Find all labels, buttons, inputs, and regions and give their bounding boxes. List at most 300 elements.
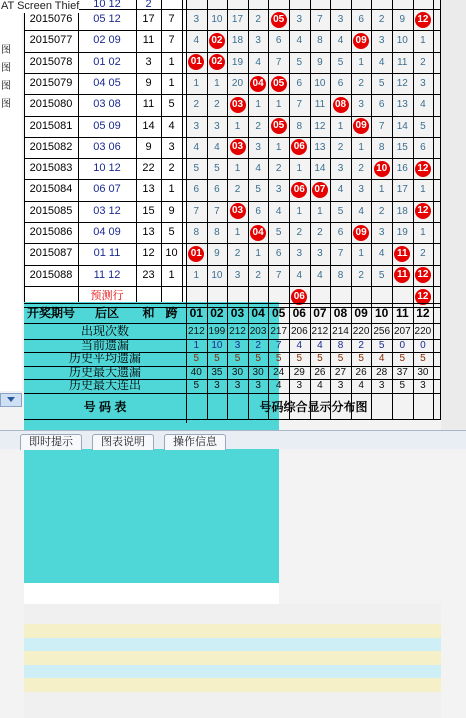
- span-cell: 10: [161, 243, 182, 264]
- miss-count-cell: 14: [392, 116, 413, 137]
- period-cell: 2015083: [24, 158, 78, 179]
- grid-line: [24, 94, 441, 95]
- forecast-row-bg: [24, 583, 279, 604]
- stats-value: 27: [330, 366, 351, 380]
- number-ball: 01: [188, 54, 204, 70]
- grid-line: [24, 323, 441, 324]
- period-cell: 2015076: [24, 9, 78, 30]
- header-cell: 跨: [161, 303, 182, 323]
- miss-count-cell: 6: [268, 243, 289, 264]
- miss-count-cell: 2: [289, 222, 310, 243]
- sum-cell: 17: [136, 9, 161, 30]
- miss-count-cell: 1: [413, 30, 434, 51]
- stats-value: 5: [351, 352, 372, 366]
- miss-count-cell: 11: [392, 52, 413, 73]
- miss-count-cell: 18: [227, 30, 248, 51]
- miss-count-cell: 1: [351, 52, 372, 73]
- grid-line: [24, 30, 441, 31]
- period-cell: 2015088: [24, 265, 78, 286]
- stats-value: 220: [351, 325, 372, 339]
- period-cell: 2015085: [24, 201, 78, 222]
- miss-count-cell: 3: [371, 30, 392, 51]
- grid-line: [182, 0, 183, 302]
- miss-count-cell: 12: [392, 73, 413, 94]
- stats-value: 5: [392, 379, 413, 393]
- miss-count-cell: 5: [371, 265, 392, 286]
- miss-count-cell: 2: [227, 179, 248, 200]
- number-ball: 01: [188, 246, 204, 262]
- number-header: 04: [248, 303, 269, 323]
- stats-value: 5: [289, 352, 310, 366]
- stats-value: 4: [351, 379, 372, 393]
- back-zone-cell: 04 05: [78, 73, 136, 94]
- span-cell: 5: [161, 222, 182, 243]
- miss-count-cell: 1: [207, 73, 228, 94]
- number-header: 05: [268, 303, 289, 323]
- miss-count-cell: 4: [289, 265, 310, 286]
- sum-cell: 13: [136, 222, 161, 243]
- miss-count-cell: 1: [186, 265, 207, 286]
- miss-count-cell: 6: [330, 222, 351, 243]
- miss-count-cell: 9: [207, 243, 228, 264]
- miss-count-cell: 1: [330, 116, 351, 137]
- miss-count-cell: 1: [227, 222, 248, 243]
- miss-count-cell: 9: [310, 52, 331, 73]
- back-zone-cell: 05 09: [78, 116, 136, 137]
- miss-count-cell: 1: [248, 243, 269, 264]
- footer-bg: [24, 692, 441, 718]
- number-ball: 12: [415, 267, 431, 283]
- miss-count-cell: 1: [289, 201, 310, 222]
- number-ball: 07: [312, 182, 328, 198]
- miss-count-cell: 7: [330, 243, 351, 264]
- period-cell: 2015077: [24, 30, 78, 51]
- miss-count-cell: 3: [248, 137, 269, 158]
- miss-count-cell: 16: [392, 158, 413, 179]
- miss-count-cell: 1: [268, 137, 289, 158]
- miss-count-cell: 5: [330, 201, 351, 222]
- miss-count-cell: 1: [186, 73, 207, 94]
- miss-count-cell: 6: [330, 73, 351, 94]
- span-cell: 7: [161, 9, 182, 30]
- miss-count-cell: 4: [186, 30, 207, 51]
- number-ball: 05: [271, 12, 287, 28]
- miss-count-cell: 1: [371, 179, 392, 200]
- footer-right: 号码综合显示分布图: [186, 394, 441, 421]
- number-ball: 04: [250, 76, 266, 92]
- miss-count-cell: 2: [227, 243, 248, 264]
- miss-count-cell: 3: [248, 30, 269, 51]
- sum-cell: 13: [136, 179, 161, 200]
- sum-cell: 3: [136, 52, 161, 73]
- miss-count-cell: 4: [371, 52, 392, 73]
- miss-count-cell: 9: [392, 9, 413, 30]
- miss-count-cell: 7: [268, 265, 289, 286]
- stats-value: 212: [227, 325, 248, 339]
- stats-value: 3: [207, 379, 228, 393]
- back-zone-cell: 04 09: [78, 222, 136, 243]
- number-ball: 09: [353, 225, 369, 241]
- back-zone-cell: 03 12: [78, 201, 136, 222]
- number-ball: 11: [394, 246, 410, 262]
- tab-instant-tips[interactable]: 即时提示: [20, 434, 82, 450]
- grid-line: [24, 419, 441, 420]
- miss-count-cell: 2: [207, 94, 228, 115]
- stats-value: 4: [268, 379, 289, 393]
- miss-count-cell: 4: [351, 201, 372, 222]
- stats-value: 217: [268, 325, 289, 339]
- miss-count-cell: 3: [289, 9, 310, 30]
- grid-line: [24, 265, 441, 266]
- miss-count-cell: 3: [330, 158, 351, 179]
- sum-cell: 11: [136, 30, 161, 51]
- stats-value: 28: [371, 366, 392, 380]
- miss-count-cell: 10: [392, 30, 413, 51]
- miss-count-cell: 1: [351, 243, 372, 264]
- stats-value: 3: [371, 379, 392, 393]
- stats-value: 35: [207, 366, 228, 380]
- back-zone-cell: 02 09: [78, 30, 136, 51]
- miss-count-cell: 5: [268, 222, 289, 243]
- miss-count-cell: 11: [310, 94, 331, 115]
- miss-count-cell: 2: [248, 265, 269, 286]
- miss-count-cell: 4: [289, 30, 310, 51]
- stats-value: 2: [248, 339, 269, 353]
- miss-count-cell: 5: [248, 179, 269, 200]
- span-cell: 4: [161, 116, 182, 137]
- span-cell: 1: [161, 73, 182, 94]
- back-zone-cell: 10 12: [78, 158, 136, 179]
- number-ball: 12: [415, 12, 431, 28]
- span-cell: 9: [161, 201, 182, 222]
- sum-cell: 9: [136, 137, 161, 158]
- miss-count-cell: 3: [371, 222, 392, 243]
- stats-value: 5: [330, 352, 351, 366]
- chart-icon[interactable]: 图: [1, 77, 11, 92]
- grid-line: [136, 0, 137, 302]
- span-cell: 5: [161, 94, 182, 115]
- miss-count-cell: 10: [207, 265, 228, 286]
- footer-left: 号 码 表: [24, 394, 186, 421]
- period-cell: 2015081: [24, 116, 78, 137]
- grid-line: [24, 73, 441, 74]
- miss-count-cell: 4: [413, 94, 434, 115]
- miss-count-cell: 2: [330, 137, 351, 158]
- stats-value: 8: [330, 339, 351, 353]
- miss-count-cell: 5: [330, 52, 351, 73]
- miss-count-cell: 13: [310, 137, 331, 158]
- miss-count-cell: 6: [351, 9, 372, 30]
- left-panel: [0, 13, 22, 391]
- miss-count-cell: 8: [207, 222, 228, 243]
- sum-cell: 22: [136, 158, 161, 179]
- period-cell: 2015087: [24, 243, 78, 264]
- miss-count-cell: 6: [248, 201, 269, 222]
- number-ball: 05: [271, 118, 287, 134]
- miss-count-cell: 20: [227, 73, 248, 94]
- grid-line: [186, 303, 187, 423]
- number-header: 11: [392, 303, 413, 323]
- miss-count-cell: 17: [392, 179, 413, 200]
- stats-value: 4: [371, 352, 392, 366]
- miss-count-cell: 2: [413, 52, 434, 73]
- forecast-ball[interactable]: 06: [291, 289, 307, 305]
- grid-line: [24, 201, 441, 202]
- number-ball: 08: [333, 97, 349, 113]
- stats-value: 220: [413, 325, 434, 339]
- number-ball: 05: [271, 76, 287, 92]
- span-cell: 7: [161, 30, 182, 51]
- miss-count-cell: 8: [330, 265, 351, 286]
- miss-count-cell: 3: [268, 179, 289, 200]
- stats-value: 37: [392, 366, 413, 380]
- back-zone-cell: 01 11: [78, 243, 136, 264]
- stats-value: 40: [186, 366, 207, 380]
- grid-line: [24, 303, 441, 304]
- number-header: 01: [186, 303, 207, 323]
- miss-count-cell: 1: [248, 94, 269, 115]
- miss-count-cell: 7: [371, 116, 392, 137]
- number-header: 12: [413, 303, 434, 323]
- stats-value: 26: [351, 366, 372, 380]
- stats-label: 历史最大连出: [24, 379, 186, 393]
- miss-count-cell: 14: [310, 158, 331, 179]
- miss-count-cell: 5: [289, 52, 310, 73]
- period-cell: 2015078: [24, 52, 78, 73]
- stats-label: 出现次数: [24, 325, 186, 339]
- stats-value: 3: [248, 379, 269, 393]
- miss-count-cell: 2: [248, 116, 269, 137]
- stats-value: 256: [371, 325, 392, 339]
- miss-count-cell: 3: [310, 243, 331, 264]
- miss-count-cell: 4: [248, 158, 269, 179]
- stats-label: 历史最大遗漏: [24, 366, 186, 380]
- grid-line: [24, 137, 441, 138]
- forecast-label: 预测行: [78, 286, 136, 307]
- miss-count-cell: 10: [207, 9, 228, 30]
- miss-count-cell: 10: [310, 73, 331, 94]
- number-ball: 02: [209, 54, 225, 70]
- stats-label: 当前遗漏: [24, 339, 186, 353]
- miss-count-cell: 7: [289, 94, 310, 115]
- stats-value: 26: [310, 366, 331, 380]
- stats-value: 30: [248, 366, 269, 380]
- number-ball: 03: [230, 203, 246, 219]
- miss-count-cell: 8: [186, 222, 207, 243]
- miss-count-cell: 1: [289, 158, 310, 179]
- grid-line: [161, 0, 162, 302]
- miss-count-cell: 4: [186, 137, 207, 158]
- miss-count-cell: 3: [186, 9, 207, 30]
- miss-count-cell: 6: [186, 179, 207, 200]
- stats-label: 历史平均遗漏: [24, 352, 186, 366]
- miss-count-cell: 4: [330, 179, 351, 200]
- sum-cell: 23: [136, 265, 161, 286]
- bottom-tab-bar: [0, 430, 466, 449]
- sum-cell: 12: [136, 243, 161, 264]
- miss-count-cell: 2: [371, 9, 392, 30]
- stats-value: 206: [289, 325, 310, 339]
- stats-value: 5: [248, 352, 269, 366]
- miss-count-cell: 2: [351, 158, 372, 179]
- stats-value: 214: [330, 325, 351, 339]
- miss-count-cell: 3: [289, 243, 310, 264]
- miss-count-cell: 6: [289, 73, 310, 94]
- chart-icon[interactable]: 图: [1, 59, 11, 74]
- number-ball: 11: [394, 267, 410, 283]
- miss-count-cell: 6: [207, 179, 228, 200]
- number-ball: 10: [374, 161, 390, 177]
- miss-count-cell: 7: [310, 9, 331, 30]
- period-cell: 2015079: [24, 73, 78, 94]
- back-zone-cell: 05 12: [78, 9, 136, 30]
- span-cell: 2: [161, 158, 182, 179]
- stats-value: 30: [413, 366, 434, 380]
- number-ball: 02: [209, 33, 225, 49]
- stats-value: 5: [227, 352, 248, 366]
- stats-value: 212: [310, 325, 331, 339]
- miss-count-cell: 2: [351, 265, 372, 286]
- chevron-down-icon: [7, 397, 15, 402]
- stats-value: 3: [227, 379, 248, 393]
- back-zone-cell: 03 08: [78, 94, 136, 115]
- miss-count-cell: 5: [186, 158, 207, 179]
- miss-count-cell: 7: [207, 201, 228, 222]
- stats-value: 5: [392, 352, 413, 366]
- stats-value: 5: [310, 352, 331, 366]
- lottery-grid: [24, 0, 441, 420]
- period-cell: 2015086: [24, 222, 78, 243]
- sum-cell: 9: [136, 73, 161, 94]
- stats-row-bg: [24, 638, 441, 652]
- sum-cell: 15: [136, 201, 161, 222]
- miss-count-cell: 2: [310, 222, 331, 243]
- miss-count-cell: 19: [392, 222, 413, 243]
- period-cell: 2015080: [24, 94, 78, 115]
- back-zone-cell: 06 07: [78, 179, 136, 200]
- grid-line: [440, 0, 441, 420]
- miss-count-cell: 3: [351, 94, 372, 115]
- miss-count-cell: 2: [186, 94, 207, 115]
- grid-line: [78, 0, 79, 302]
- stats-value: 3: [330, 379, 351, 393]
- stats-row-bg: [24, 651, 441, 665]
- miss-count-cell: 2: [351, 73, 372, 94]
- stats-value: 3: [289, 379, 310, 393]
- grid-line: [24, 243, 441, 244]
- span-cell: 1: [161, 265, 182, 286]
- stats-value: 7: [268, 339, 289, 353]
- chart-icon[interactable]: 图: [1, 41, 11, 56]
- miss-count-cell: 2: [268, 158, 289, 179]
- miss-count-cell: 3: [330, 9, 351, 30]
- number-header: 08: [330, 303, 351, 323]
- stats-value: 0: [413, 339, 434, 353]
- sum-cell: 11: [136, 94, 161, 115]
- miss-count-cell: 2: [371, 201, 392, 222]
- back-zone-cell: 03 06: [78, 137, 136, 158]
- miss-count-cell: 3: [351, 179, 372, 200]
- grid-line: [24, 179, 441, 180]
- miss-count-cell: 3: [207, 116, 228, 137]
- sum-cell: 14: [136, 116, 161, 137]
- stats-row-bg: [24, 624, 441, 638]
- forecast-ball[interactable]: 12: [415, 289, 431, 305]
- cell-partial: 2: [136, 0, 161, 9]
- miss-count-cell: 5: [207, 158, 228, 179]
- miss-count-cell: 8: [289, 116, 310, 137]
- miss-count-cell: 4: [207, 137, 228, 158]
- miss-count-cell: 1: [413, 222, 434, 243]
- number-header: 06: [289, 303, 310, 323]
- stats-value: 2: [351, 339, 372, 353]
- miss-count-cell: 2: [413, 243, 434, 264]
- stats-value: 199: [207, 325, 228, 339]
- grid-line: [24, 0, 25, 302]
- number-header: 10: [371, 303, 392, 323]
- chart-icon[interactable]: 图: [1, 95, 11, 110]
- number-ball: 04: [250, 225, 266, 241]
- period-cell: 2015082: [24, 137, 78, 158]
- miss-count-cell: 3: [186, 116, 207, 137]
- miss-count-cell: 4: [310, 265, 331, 286]
- miss-count-cell: 1: [351, 137, 372, 158]
- number-header: 09: [351, 303, 372, 323]
- stats-value: 5: [186, 379, 207, 393]
- miss-count-cell: 3: [413, 73, 434, 94]
- tab-operation-info[interactable]: 操作信息: [164, 434, 226, 450]
- stats-value: 0: [392, 339, 413, 353]
- header-cell: 和: [136, 303, 161, 323]
- miss-count-cell: 5: [413, 116, 434, 137]
- stats-value: 5: [268, 352, 289, 366]
- stats-value: 5: [413, 352, 434, 366]
- stats-value: 3: [227, 339, 248, 353]
- stats-value: 10: [207, 339, 228, 353]
- miss-count-cell: 1: [310, 201, 331, 222]
- stats-value: 24: [268, 366, 289, 380]
- header-bg: [24, 604, 441, 624]
- miss-count-cell: 7: [186, 201, 207, 222]
- miss-count-cell: 19: [227, 52, 248, 73]
- tab-chart-help[interactable]: 图表说明: [92, 434, 154, 450]
- stats-value: 30: [227, 366, 248, 380]
- span-cell: 3: [161, 137, 182, 158]
- number-ball: 09: [353, 33, 369, 49]
- scroll-down-button[interactable]: [0, 393, 22, 407]
- miss-count-cell: 18: [392, 201, 413, 222]
- grid-line: [24, 52, 441, 53]
- stats-value: 4: [310, 379, 331, 393]
- right-panel: [441, 0, 466, 430]
- number-ball: 09: [353, 118, 369, 134]
- miss-count-cell: 2: [248, 9, 269, 30]
- stats-row-bg: [24, 665, 441, 679]
- miss-count-cell: 15: [392, 137, 413, 158]
- miss-count-cell: 4: [330, 30, 351, 51]
- number-header: 03: [227, 303, 248, 323]
- span-cell: 1: [161, 179, 182, 200]
- stats-value: 212: [186, 325, 207, 339]
- miss-count-cell: 1: [413, 179, 434, 200]
- back-zone-cell: 11 12: [78, 265, 136, 286]
- miss-count-cell: 12: [310, 116, 331, 137]
- stats-value: 4: [289, 339, 310, 353]
- number-header: 02: [207, 303, 228, 323]
- stats-value: 4: [310, 339, 331, 353]
- miss-count-cell: 8: [310, 30, 331, 51]
- period-cell: 2015084: [24, 179, 78, 200]
